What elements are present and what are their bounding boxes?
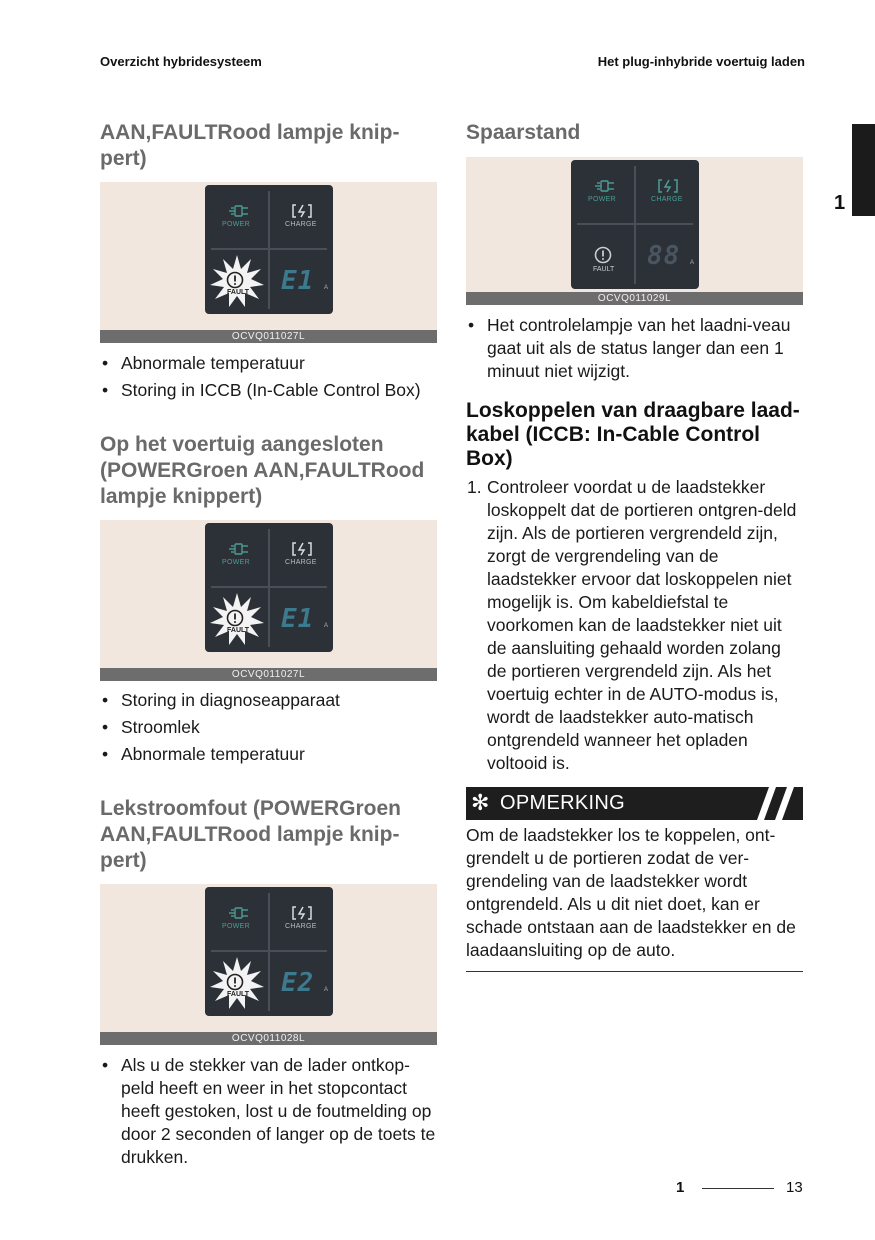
figure-caption: OCVQ011029L xyxy=(466,292,803,305)
charge-label: CHARGE xyxy=(285,221,317,228)
charge-label: CHARGE xyxy=(651,196,683,203)
fault-label: FAULT xyxy=(227,991,250,998)
fault-warning-icon xyxy=(594,246,612,264)
section-heading-spaarstand: Spaarstand xyxy=(466,121,581,144)
power-label: POWER xyxy=(588,196,616,203)
figure-caption: OCVQ011027L xyxy=(100,668,437,681)
charge-label: CHARGE xyxy=(285,923,317,930)
charger-control-panel xyxy=(205,185,333,314)
bullet-list xyxy=(100,352,437,402)
power-label: POWER xyxy=(222,221,250,228)
list-item: • Abnormale temperatuur xyxy=(100,743,437,766)
section-heading-leakage-fault: Lekstroomfout (POWERGroen AAN,FAULTRood lampje knip- pert) xyxy=(100,797,402,872)
amp-label: A xyxy=(690,260,695,266)
figure-caption: OCVQ011028L xyxy=(100,1032,437,1045)
fault-label: FAULT xyxy=(227,627,250,634)
note-body: Om de laadstekker los te koppelen, ont-grendelt u de portieren zodat de ver-grendeling van de laadstekker wordt ontgrendeld. Als u dit niet doet, kan er schade ontstaan aan de laadstekker en de laadaansluiting op de auto. xyxy=(466,820,803,972)
figure-charger-panel-e1 xyxy=(100,182,437,330)
footer-divider xyxy=(702,1188,774,1189)
list-item: • Stroomlek xyxy=(100,716,437,739)
fault-warning-icon xyxy=(226,973,244,991)
chapter-tab xyxy=(852,124,875,216)
footer-chapter-number: 1 xyxy=(676,1179,685,1196)
figure-charger-panel-e1-connected xyxy=(100,520,437,668)
left-column xyxy=(100,120,437,1169)
power-plug-icon xyxy=(593,178,617,194)
list-item: • Storing in diagnoseapparaat xyxy=(100,689,437,712)
charge-bolt-icon xyxy=(657,178,679,194)
section-heading-connected: Op het voertuig aangesloten (POWERGroen AAN,FAULTRood lampje knippert) xyxy=(100,433,425,508)
chapter-tab-number: 1 xyxy=(834,192,846,214)
fault-warning-icon xyxy=(226,271,244,289)
charger-control-panel xyxy=(205,887,333,1016)
list-item: • Het controlelampje van het laadni-veau gaat uit als de status langer dan een 1 minuut niet wijzigt. xyxy=(466,314,803,383)
power-label: POWER xyxy=(222,923,250,930)
section-heading-loskoppelen: Loskoppelen van draagbare laad- kabel (ICCB: In-Cable Control Box) xyxy=(466,399,800,470)
right-column xyxy=(466,120,803,972)
amp-label: A xyxy=(324,987,329,993)
amp-label: A xyxy=(324,623,329,629)
segment-display: E1 xyxy=(281,604,315,634)
numbered-list xyxy=(466,476,803,775)
list-item xyxy=(466,476,803,775)
step-text: Controleer voordat u de laadstekker loskoppelt dat de portieren ontgren-deld zijn. Als de portieren vergrendeld zijn, zorgt de vergrendeling van de laadstekker ervoor dat loskoppelen niet mogelijk is. Om kabeldiefstal te voorkomen kan de laadstekker niet uit de aansluiting gehaald worden zolang de portieren vergrendeld zijn. Als het voertuig echter in de AUTO-modus is, wordt de laadstekker auto-matisch ontgrendeld wanneer het opladen voltooid is. xyxy=(487,477,797,773)
charge-bolt-icon xyxy=(291,541,313,557)
diagonal-stripes-icon xyxy=(745,787,797,820)
bullet-list xyxy=(466,314,803,383)
list-item: • Storing in ICCB (In-Cable Control Box) xyxy=(100,379,437,402)
charge-bolt-icon xyxy=(291,203,313,219)
note-header xyxy=(466,787,803,820)
figure-charger-panel-standby xyxy=(466,157,803,292)
charge-bolt-icon xyxy=(291,905,313,921)
figure-charger-panel-e2 xyxy=(100,884,437,1032)
section-heading-fault-blink: AAN,FAULTRood lampje knip- pert) xyxy=(100,121,400,170)
bullet-list xyxy=(100,689,437,766)
fault-label: FAULT xyxy=(227,289,250,296)
charger-control-panel xyxy=(205,523,333,652)
asterisk-icon: ✻ xyxy=(471,790,490,815)
power-plug-icon xyxy=(227,203,251,219)
charge-label: CHARGE xyxy=(285,559,317,566)
list-item: • Als u de stekker van de lader ontkop-peld heeft en weer in het stopcontact heeft gestoken, lost u de foutmelding op door 2 seconden of langer op de toets te drukken. xyxy=(100,1054,437,1169)
power-label: POWER xyxy=(222,559,250,566)
step-number: 1. xyxy=(467,477,482,497)
list-item: • Abnormale temperatuur xyxy=(100,352,437,375)
fault-warning-icon xyxy=(226,609,244,627)
running-header-left: Overzicht hybridesysteem xyxy=(100,54,262,69)
power-plug-icon xyxy=(227,541,251,557)
bullet-list xyxy=(100,1054,437,1169)
note-title: OPMERKING xyxy=(500,792,625,814)
page-number: 13 xyxy=(786,1179,803,1196)
segment-display: 88 xyxy=(647,241,681,271)
amp-label: A xyxy=(324,285,329,291)
charger-control-panel xyxy=(571,160,699,289)
segment-display: E2 xyxy=(281,968,315,998)
segment-display: E1 xyxy=(281,266,315,296)
figure-caption: OCVQ011027L xyxy=(100,330,437,343)
power-plug-icon xyxy=(227,905,251,921)
running-header-right: Het plug-inhybride voertuig laden xyxy=(597,54,805,69)
fault-label: FAULT xyxy=(593,266,615,273)
